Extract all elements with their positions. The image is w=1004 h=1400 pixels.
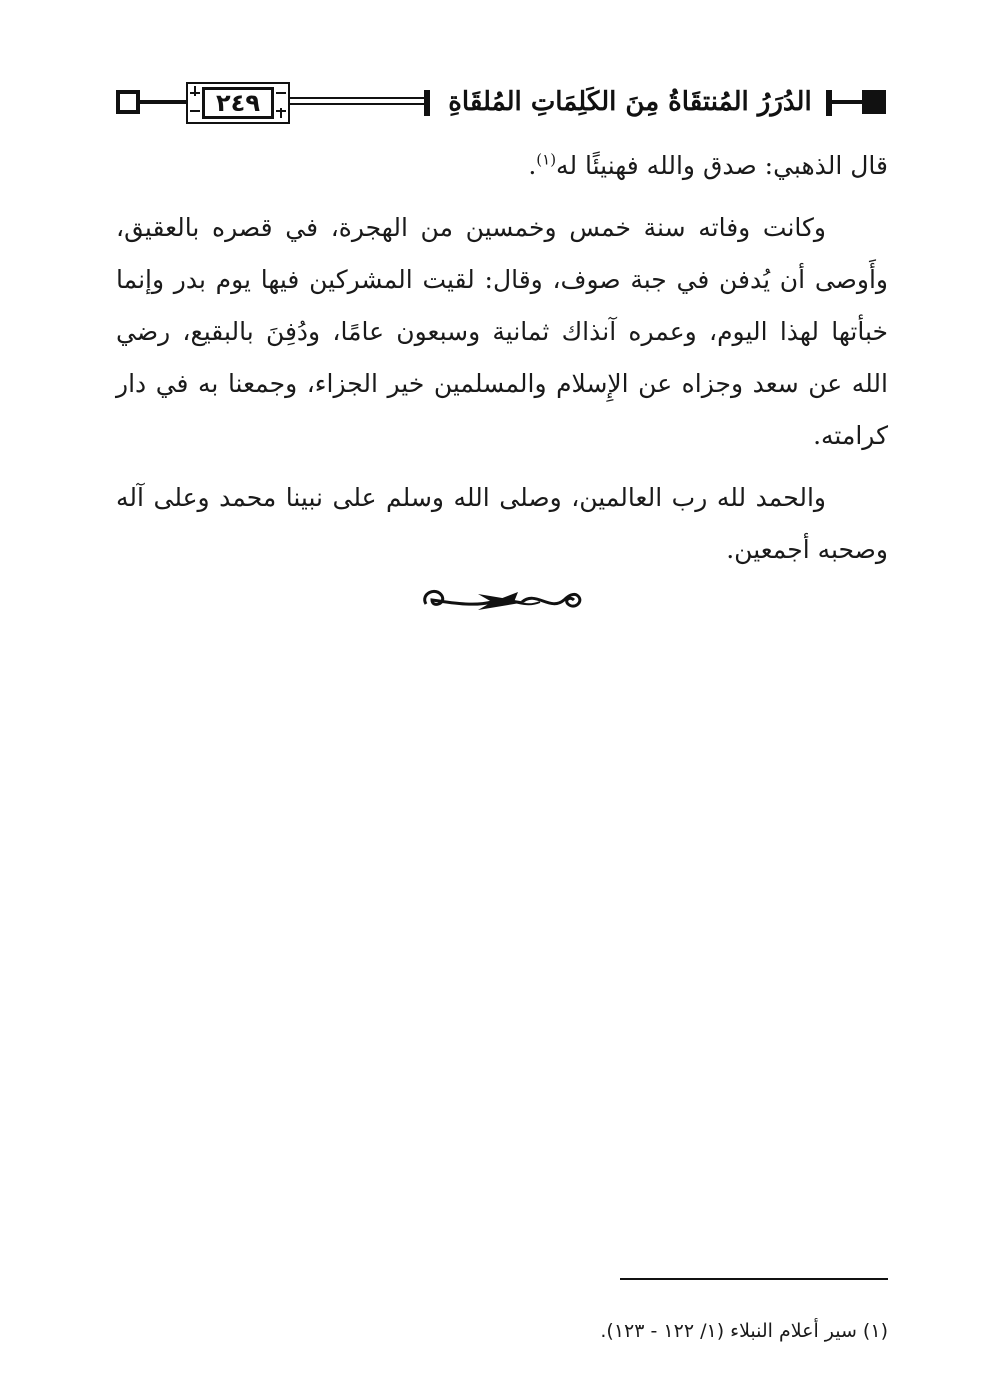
opening-line — [116, 140, 888, 192]
page-body — [116, 140, 888, 576]
opening-line-end: . — [528, 151, 537, 180]
page-header — [116, 78, 888, 128]
paragraph-closing: والحمد لله رب العالمين، وصلى الله وسلم على نبينا محمد وعلى آله وصحبه أجمعين. — [116, 483, 888, 564]
frame-ornament-tick — [276, 92, 286, 94]
header-double-rule-top — [290, 97, 424, 99]
frame-ornament-tick — [190, 110, 200, 112]
header-rule-left — [140, 100, 186, 104]
footnote-separator — [620, 1278, 888, 1280]
header-double-rule-bottom — [290, 103, 424, 105]
header-square-ornament-right — [862, 90, 886, 114]
footnote-reference: (١) — [536, 150, 557, 169]
header-rule-right — [832, 100, 862, 104]
opening-line-text: قال الذهبي: صدق والله فهنيئًا له — [556, 151, 888, 180]
section-end-ornament-icon — [418, 582, 586, 616]
frame-ornament-tick — [194, 86, 196, 96]
paragraph-death: وكانت وفاته سنة خمس وخمسين من الهجرة، في قصره بالعقيق، وأَوصى أن يُدفن في جبة صوف، وقال: لقيت المشركين فيها يوم بدر وإنما خبأتها لهذا اليوم، وعمره آنذاك ثمانية وسبعون عامًا، ودُفِنَ بالبقيع، رضي الله عن سعد وجزاه عن الإِسلام والمسلمين خير الجزاء، وجمعنا به في دار كرامته. — [116, 213, 888, 450]
page-number: ٢٤٩ — [202, 87, 274, 119]
frame-ornament-tick — [280, 108, 282, 118]
header-square-ornament-left — [116, 90, 140, 114]
header-bar-ornament — [424, 90, 430, 116]
footnote: (١) سير أعلام النبلاء (١/ ١٢٢ - ١٢٣). — [600, 1320, 888, 1342]
running-book-title: الدُرَرُ المُنتقَاةُ مِنَ الكَلِمَاتِ المُلقَاةِ — [448, 87, 812, 117]
page-number-frame — [186, 82, 290, 124]
